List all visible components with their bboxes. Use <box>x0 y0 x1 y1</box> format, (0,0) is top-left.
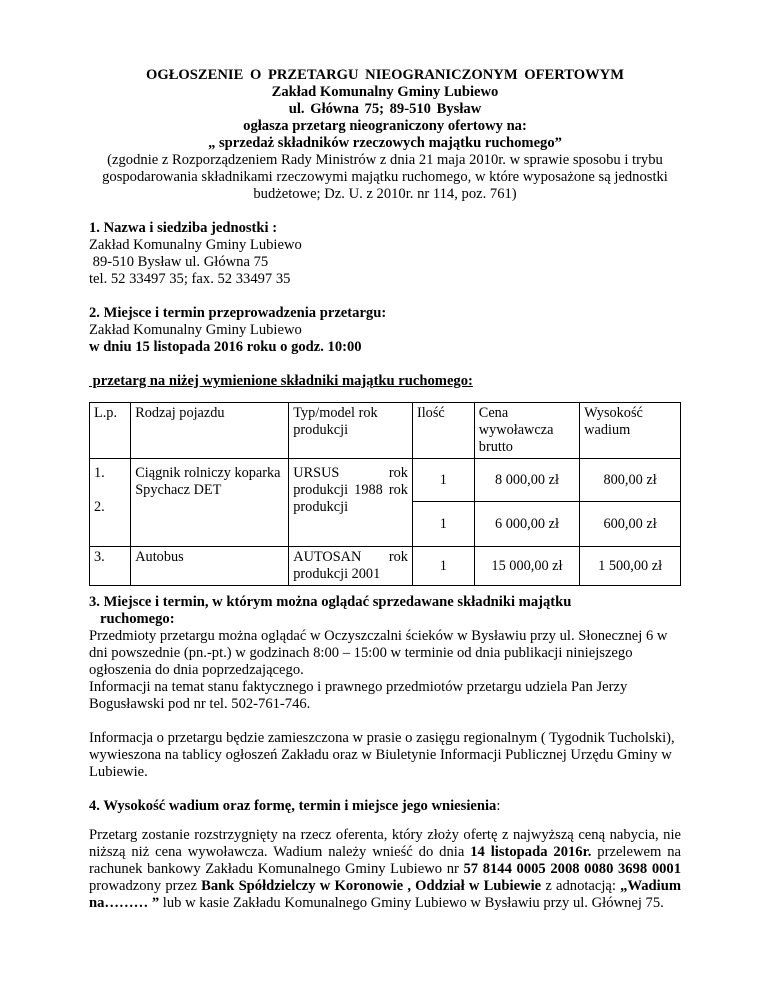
table-cell-price: 8 000,00 zł <box>474 459 579 502</box>
legal-basis: (zgodnie z Rozporządzeniem Rady Ministrów z dnia 21 maja 2010r. w sprawie sposobu i trybu gospodarowania składnikami rzeczowymi majątku ruchomego, w które wyposażone są jednostki budżetowe; Dz. U. z 2010r. nr 114, poz. 761) <box>102 152 668 202</box>
announcement-subject: „ sprzedaż składników rzeczowych majątku ruchomego” <box>208 135 562 151</box>
section-1-line: Zakład Komunalny Gminy Lubiewo <box>89 237 302 253</box>
text-run: przelewem na rachunek bankowy Zakładu Komunalnego Gminy Lubiewo nr <box>89 844 682 877</box>
table-cell-qty: 1 <box>412 502 474 547</box>
table-header: Typ/model rok produkcji <box>289 403 413 459</box>
table-cell-price: 6 000,00 zł <box>474 502 579 547</box>
section-1-line: 89-510 Bysław ul. Główna 75 <box>89 254 269 270</box>
items-intro: przetarg na niżej wymienione składniki majątku ruchomego: <box>89 373 473 389</box>
section-3-paragraph: Informacja o przetargu będzie zamieszczona w prasie o zasięgu regionalnym ( Tygodnik Tucholski), wywieszona na tablicy ogłoszeń Zakładu oraz w Biuletynie Informacji Publicznej Urzędu Gminy w Lubiewie. <box>89 730 675 780</box>
section-2-line: Zakład Komunalny Gminy Lubiewo <box>89 322 302 338</box>
section-1-line: tel. 52 33497 35; fax. 52 33497 35 <box>89 271 291 287</box>
document-page <box>89 67 681 912</box>
section-1 <box>89 220 681 288</box>
table-header: Cena wywoławcza brutto <box>474 403 579 459</box>
vehicle-name: Spychacz DET <box>135 482 222 498</box>
section-3-heading: ruchomego: <box>100 611 175 627</box>
section-2-heading: 2. Miejsce i termin przeprowadzenia przetargu: <box>89 305 387 321</box>
transfer-note: „Wadium na……… ” <box>89 878 681 911</box>
table-cell-name: Autobus <box>131 547 289 586</box>
bank-name: Bank Spółdzielczy w Koronowie , Oddział w Lubiewie <box>201 878 542 894</box>
org-address: ul. Główna 75; 89-510 Bysław <box>288 101 482 117</box>
deposit-date: 14 listopada 2016r. <box>470 844 592 860</box>
table-cell-wadium: 1 500,00 zł <box>580 547 681 586</box>
section-2-date: w dniu 15 listopada 2016 roku o godz. 10:00 <box>89 339 362 355</box>
section-4-paragraph <box>89 827 681 912</box>
section-4 <box>89 798 681 912</box>
table-cell-wadium: 600,00 zł <box>580 502 681 547</box>
table-cell-lp <box>90 459 131 547</box>
lp-value: 2. <box>94 499 105 515</box>
section-3-paragraph: Przedmioty przetargu można oglądać w Oczyszczalni ścieków w Bysławiu przy ul. Słonecznej 6 w dni powszednie (pn.-pt.) w godzinach 8:00 – 15:00 w terminie od dnia publikacji niniejszego ogłoszenia do dnia poprzedzającego. <box>89 628 668 678</box>
section-3-paragraph: Informacji na temat stanu faktycznego i prawnego przedmiotów przetargu udziela Pan Jerzy Bogusławski pod nr tel. 502-761-746. <box>89 679 628 712</box>
section-3 <box>89 594 681 781</box>
table-header: Ilość <box>412 403 474 459</box>
table-row <box>90 547 681 586</box>
bank-account-number: 57 8144 0005 2008 0080 3698 0001 <box>463 861 681 877</box>
document-title: OGŁOSZENIE O PRZETARGU NIEOGRANICZONYM OFERTOWYM <box>146 67 624 83</box>
section-1-heading: 1. Nazwa i siedziba jednostki : <box>89 220 278 236</box>
vehicle-name: Ciągnik rolniczy koparka <box>135 465 281 481</box>
table-header: L.p. <box>90 403 131 459</box>
document-header <box>89 67 681 203</box>
table-cell-price: 15 000,00 zł <box>474 547 579 586</box>
lp-value: 1. <box>94 465 105 481</box>
table-cell-lp: 3. <box>90 547 131 586</box>
table-cell-qty: 1 <box>412 459 474 502</box>
text-run: prowadzony przez <box>89 878 202 894</box>
section-4-heading-colon: : <box>496 798 501 814</box>
table-cell-qty: 1 <box>412 547 474 586</box>
table-cell-wadium: 800,00 zł <box>580 459 681 502</box>
table-row <box>90 459 681 502</box>
section-2 <box>89 305 681 356</box>
table-header: Wysokość wadium <box>580 403 681 459</box>
table-cell-name <box>131 459 289 547</box>
text-run: lub w kasie Zakładu Komunalnego Gminy Lubiewo w Bysławiu przy ul. Głównej 75. <box>159 895 664 911</box>
section-4-heading <box>89 798 681 815</box>
table-cell-model: URSUS rok produkcji 1988 rok produkcji <box>289 459 413 547</box>
table-cell-model: AUTOSAN rok produkcji 2001 <box>289 547 413 586</box>
section-4-heading-text: 4. Wysokość wadium oraz formę, termin i miejsce jego wniesienia <box>89 798 497 814</box>
table-header-row <box>90 403 681 459</box>
items-table <box>89 402 681 586</box>
announcement-line: ogłasza przetarg nieograniczony ofertowy na: <box>243 118 527 134</box>
text-run: z adnotacją: <box>541 878 621 894</box>
text-run: Przetarg zostanie rozstrzygnięty na rzecz oferenta, który złoży ofertę z najwyższą ceną nabycia, nie niższą niż cena wywoławcza. Wadium należy wnieść do dnia <box>89 827 681 860</box>
section-3-heading: 3. Miejsce i termin, w którym można oglądać sprzedawane składniki majątku <box>89 594 572 610</box>
table-header: Rodzaj pojazdu <box>131 403 289 459</box>
org-name: Zakład Komunalny Gminy Lubiewo <box>271 84 499 100</box>
